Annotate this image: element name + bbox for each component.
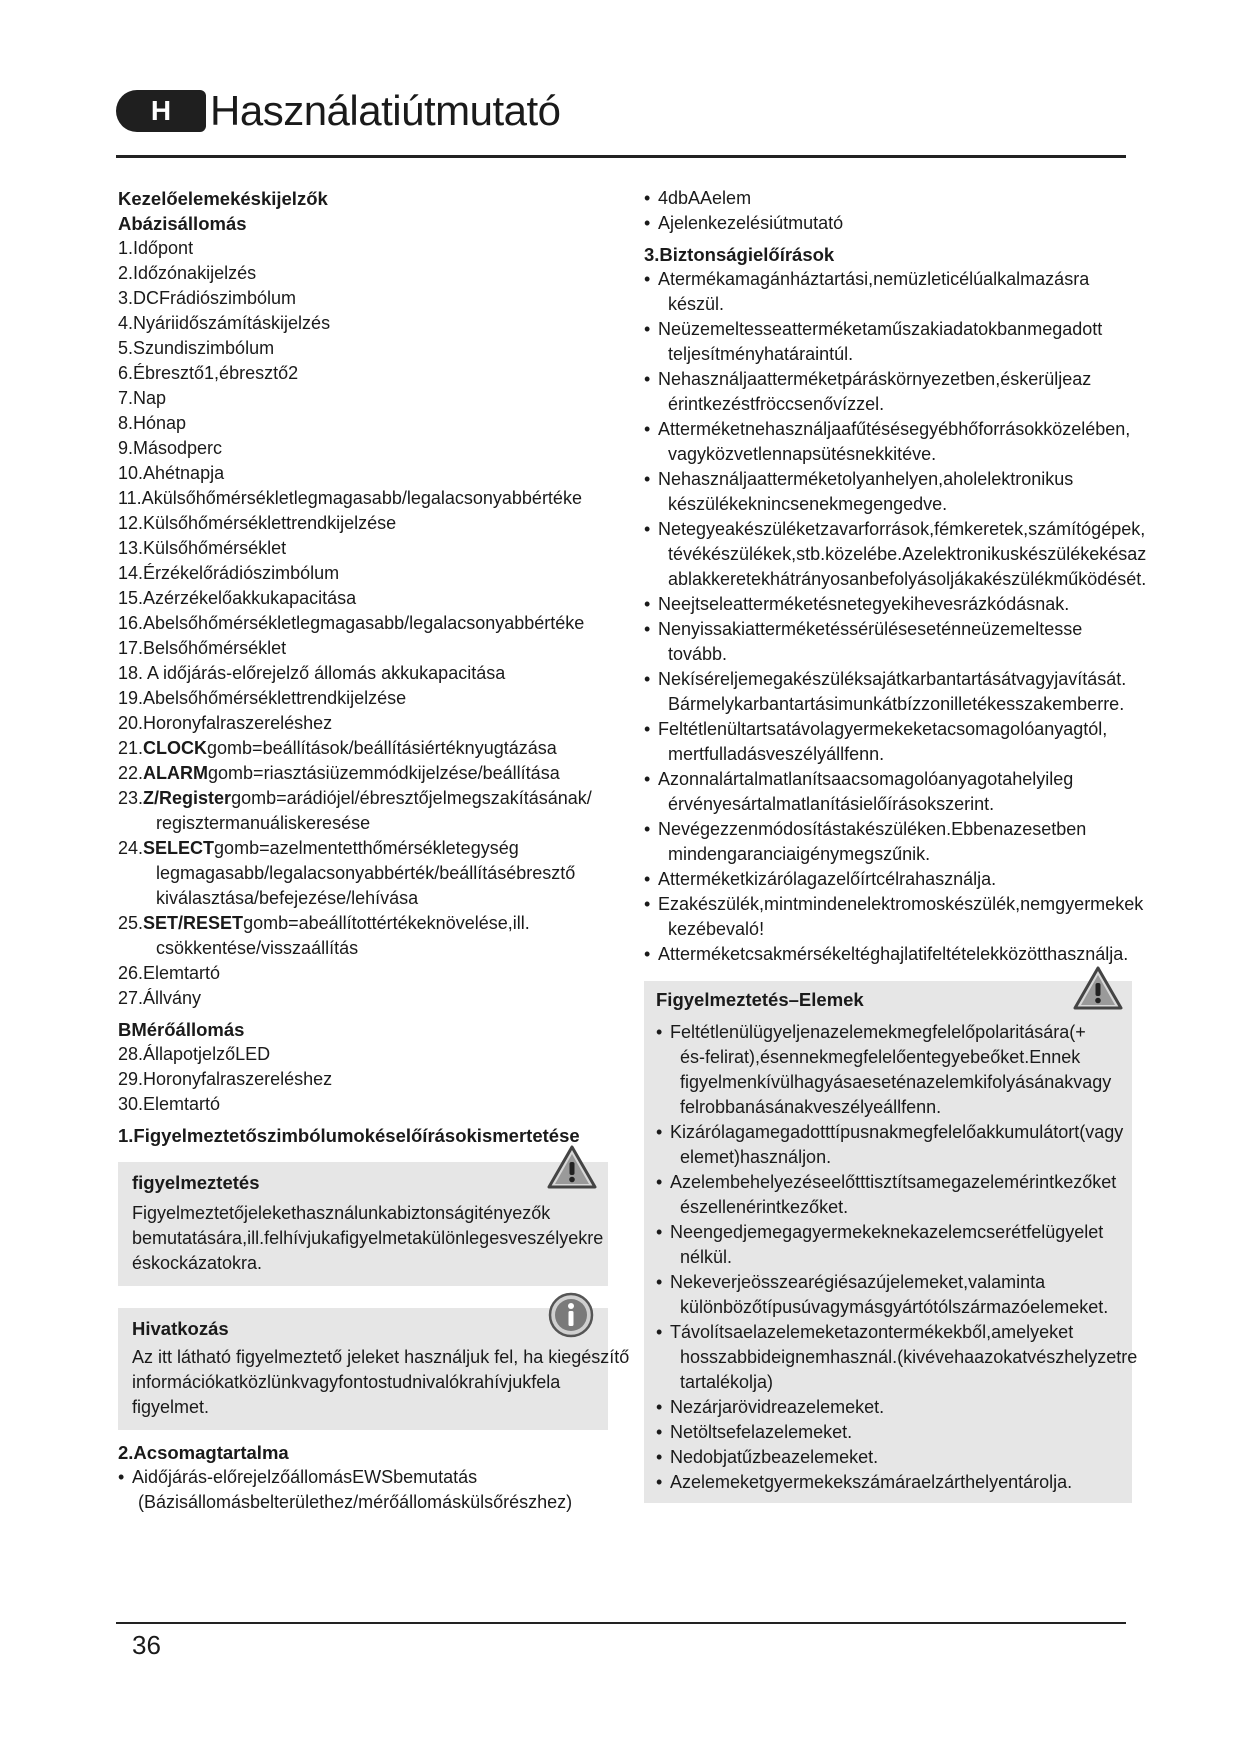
button-name: SET/RESET	[143, 913, 244, 933]
button-name: Z/Register	[143, 788, 232, 808]
list-item: 11.Akülsőhőmérsékletlegmagasabb/legalacsonyabbértéke	[118, 488, 582, 508]
package-item-text: 4dbAAelem	[658, 188, 752, 208]
left-column	[118, 186, 630, 1515]
footer-rule	[116, 1622, 1126, 1624]
bullet-continuation: ablakkeretekhátrányosanbefolyásoljákakészülékműködését.	[668, 569, 1147, 589]
bullet-text: • Nenyissakiatterméketéssérüléseseténneüzemeltesse	[658, 619, 1083, 639]
list-item: 18. A időjárás-előrejelző állomás akkukapacitása	[118, 663, 506, 683]
bullet-text: • Netegyeakészüléketzavarforrások,fémkeretek,számítógépek,	[658, 519, 1146, 539]
right-column	[644, 186, 1147, 1503]
bullet-continuation: vagyközvetlennapsütésnekkitéve.	[668, 444, 937, 464]
bullet-continuation: tartalékolja)	[680, 1372, 774, 1392]
button-name: CLOCK	[143, 738, 208, 758]
list-item: 2.Időzónakijelzés	[118, 263, 257, 283]
list-item: 12.Külsőhőmérséklettrendkijelzése	[118, 513, 397, 533]
bullet-text: • Neüzemeltesseatterméketaműszakiadatokbanmegadott	[658, 319, 1103, 339]
list-item-clock	[118, 736, 608, 761]
sensor-station-heading: BMérőállomás	[118, 1019, 245, 1040]
bullet-continuation: érintkezéstfröccsenővízzel.	[668, 394, 885, 414]
bullet-item	[656, 1470, 1122, 1495]
bullet-item	[656, 1020, 1122, 1120]
package-item-text: Ajelenkezelésiútmutató	[658, 213, 844, 233]
item-continuation: csökkentése/visszaállítás	[156, 938, 359, 958]
warning-box-line: bemutatására,ill.felhívjukafigyelmetakülönlegesveszélyekre	[132, 1228, 604, 1248]
item-text: gomb=arádiójel/ébresztőjelmegszakításának/	[231, 788, 592, 808]
section1-heading: 1.Figyelmeztetőszimbólumokéselőírásokismertetése	[118, 1125, 580, 1146]
bullet-text: • Azelemeketgyermekekszámáraelzárthelyentárolja.	[670, 1472, 1073, 1492]
note-box-line: információkatközlünkvagyfontostudnivalókrahívjukfela	[132, 1372, 561, 1392]
note-box-title: Hivatkozás	[132, 1318, 229, 1339]
bullet-text: • Atterméketnehasználjaafűtésésegyébhőforrásokközelében,	[658, 419, 1131, 439]
bullet-item	[644, 467, 1132, 517]
package-item	[644, 186, 1132, 211]
bullet-continuation: teljesítményhatáraintúl.	[668, 344, 854, 364]
bullet-item	[644, 767, 1132, 817]
safety-list	[644, 267, 1147, 967]
section3-heading: 3.Biztonságielőírások	[644, 244, 835, 265]
bullet-item	[644, 367, 1132, 417]
bullet-item	[644, 417, 1132, 467]
package-item-text: Aidőjárás-előrejelzőállomásEWSbemutatás	[132, 1467, 478, 1487]
note-box-line: Az itt látható figyelmeztető jeleket használjuk fel, ha kiegészítő	[132, 1347, 630, 1367]
list-item: 20.Horonyfalraszereléshez	[118, 713, 333, 733]
bullet-continuation: készülékeknincsenekmegengedve.	[668, 494, 948, 514]
bullet-text: • Távolítsaelazelemeketazontermékekből,amelyeket	[670, 1322, 1074, 1342]
bullet-continuation: érvényesártalmatlanításielőírásokszerint.	[668, 794, 995, 814]
list-item: 13.Külsőhőmérséklet	[118, 538, 287, 558]
button-name: ALARM	[143, 763, 209, 783]
list-item: 5.Szundiszimbólum	[118, 338, 275, 358]
item-continuation: regisztermanuáliskeresése	[156, 813, 371, 833]
bullet-item	[656, 1420, 1122, 1445]
bullet-text: • Azelembehelyezéseelőtttisztítsamegazelemérintkezőket	[670, 1172, 1117, 1192]
bullet-item	[644, 942, 1132, 967]
bullet-text: • Nekísérelјemegakészüléksajátkarbantartásátvagyjavítását.	[658, 669, 1127, 689]
list-item: 6.Ébresztő1,ébresztő2	[118, 363, 299, 383]
list-item: 7.Nap	[118, 388, 167, 408]
page-header	[116, 88, 561, 134]
header-rule	[116, 155, 1126, 158]
bullet-item	[644, 517, 1147, 592]
base-station-heading: Abázisállomás	[118, 213, 247, 234]
note-box-line: figyelmet.	[132, 1397, 210, 1417]
package-item	[644, 211, 1132, 236]
bullet-text: • Atterméketkizárólagazelőírtcélrahasználja.	[658, 869, 997, 889]
item-number: 22.	[118, 763, 144, 783]
bullet-text: • Feltétlenülügyeljenazelemekmegfelelőpolaritására(+	[670, 1022, 1086, 1042]
list-item: 16.Abelsőhőmérsékletlegmagasabb/legalacsonyabbértéke	[118, 613, 585, 633]
page-number: 36	[132, 1630, 161, 1660]
language-badge: H	[116, 90, 206, 132]
bullet-text: • Atterméketcsakmérsékeltéghajlatifeltételekközötthasználja.	[658, 944, 1129, 964]
info-icon	[548, 1292, 594, 1338]
bullet-text: • Azonnalártalmatlanítsaacsomagolóanyagotahelyileg	[658, 769, 1074, 789]
battery-warning-title: Figyelmeztetés–Elemek	[656, 989, 864, 1010]
bullet-item	[644, 892, 1144, 942]
warning-box-title: figyelmeztetés	[132, 1172, 260, 1193]
bullet-item	[644, 267, 1132, 317]
bullet-continuation: nélkül.	[680, 1247, 733, 1267]
bullet-text: • Nezárjarövidreazelemeket.	[670, 1397, 885, 1417]
bullet-continuation: hosszabbideignemhasznál.(kivéveha​azokatvészhelyzetre	[680, 1347, 1138, 1367]
bullet-text: • Nehasználjaatterméketpáráskörnyezetben,éskerüljeaz	[658, 369, 1092, 389]
controls-heading: Kezelőelemekéskijelzők	[118, 188, 328, 209]
bullet-continuation: kezébevaló!	[668, 919, 765, 939]
button-name: SELECT	[143, 838, 215, 858]
package-item	[118, 1465, 608, 1490]
bullet-item	[656, 1395, 1122, 1420]
bullet-text: • Kizárólagamegadotttípusnakmegfelelőakkumulátort(vagy	[670, 1122, 1124, 1142]
battery-warning-list	[656, 1020, 1138, 1495]
bullet-text: • Netöltsefelazelemeket.	[670, 1422, 853, 1442]
bullet-item	[644, 867, 1132, 892]
bullet-item	[644, 817, 1132, 867]
bullet-continuation: mertfulladásveszélyállfenn.	[668, 744, 885, 764]
item-number: 21.	[118, 738, 144, 758]
item-text: gomb=abeállítottértékeknövelése,ill.	[243, 913, 530, 933]
bullet-item	[656, 1220, 1122, 1270]
warning-triangle-icon	[546, 1144, 598, 1190]
bullet-text: • Neejtseleatterméketésnetegyekihevesrázkódásnak.	[658, 594, 1070, 614]
bullet-item	[656, 1170, 1122, 1220]
list-item: 9.Másodperc	[118, 438, 223, 458]
list-item: 17.Belsőhőmérséklet	[118, 638, 287, 658]
bullet-text: • Atermékamagánháztartási,nemüzleticélúalkalmazásra	[658, 269, 1090, 289]
warning-box	[118, 1162, 608, 1286]
list-item: 10.Ahétnapja	[118, 463, 225, 483]
bullet-item	[644, 667, 1132, 717]
battery-warning-box	[644, 981, 1138, 1503]
list-item: 14.Érzékelőrádiószimbólum	[118, 563, 340, 583]
warning-box-line: Figyelmeztetőjelekethasználunkabiztonságitényezők	[132, 1203, 551, 1223]
bullet-continuation: elemet)használjon.	[680, 1147, 832, 1167]
list-item-set-reset	[118, 911, 608, 936]
bullet-text: • Neengedjemegagyermekeknekazelemcserétfelügyelet	[670, 1222, 1104, 1242]
bullet-text: • Feltétlenültartsatávolagyermekeketacsomagolóanyagtól,	[658, 719, 1108, 739]
note-box	[118, 1308, 630, 1430]
list-item: 1.Időpont	[118, 238, 194, 258]
list-item: 27.Állvány	[118, 988, 202, 1008]
page-title: Használatiútmutató	[210, 87, 561, 134]
bullet-continuation: Bármelykarbantartásimunkátbízzonilletékesszakemberre.	[668, 694, 1125, 714]
item-continuation: legmagasabb/legalacsonyabbérték/beállításébresztő	[156, 863, 576, 883]
bullet-continuation: mindengaranciaigénymegszűnik.	[668, 844, 931, 864]
list-item: 29.Horonyfalraszereléshez	[118, 1069, 333, 1089]
list-item-register	[118, 786, 608, 811]
list-item-alarm	[118, 761, 608, 786]
bullet-item	[656, 1445, 1122, 1470]
warning-triangle-icon	[1072, 965, 1124, 1011]
section2-heading: 2.Acsomagtartalma	[118, 1442, 289, 1463]
package-item-continuation: (Bázisállomásbelterülethez/mérőállomáskülsőrészhez)	[138, 1492, 573, 1512]
bullet-continuation: tovább.	[668, 644, 728, 664]
item-number: 24.	[118, 838, 144, 858]
bullet-text: • Nekeverjeösszearégiésazújelemeket,valaminta	[670, 1272, 1046, 1292]
list-item: 26.Elemtartó	[118, 963, 221, 983]
list-item: 19.Abelsőhőmérséklettrendkijelzése	[118, 688, 407, 708]
bullet-continuation: különbözőtípusúvagymásgyártótólszármazóelemeket.	[680, 1297, 1109, 1317]
list-item: 3.DCFrádiószimbólum	[118, 288, 297, 308]
bullet-item	[644, 317, 1132, 367]
list-item: 30.Elemtartó	[118, 1094, 221, 1114]
bullet-item	[656, 1320, 1138, 1395]
bullet-continuation: és-felirat),ésennekmegfelelőentegyebeőket.Ennek	[680, 1047, 1081, 1067]
list-item-select	[118, 836, 608, 861]
bullet-continuation: figyelmenkívülhagyásaesetén​azelemkifolyásánakvagy	[680, 1072, 1112, 1092]
bullet-item	[656, 1270, 1122, 1320]
item-number: 23.	[118, 788, 144, 808]
bullet-text: • Nehasználjaatterméketolyanhelyen,aholelektronikus	[658, 469, 1074, 489]
bullet-text: • Ezakészülék,mintmindenelektromoskészülék,nemgyermekek	[658, 894, 1144, 914]
item-text: gomb=azelmentetthőmérsékletegység	[214, 838, 519, 858]
bullet-text: • Nevégezzenmódosítástakészüléken.Ebbenazesetben	[658, 819, 1087, 839]
item-continuation: kiválasztása/befejezése/lehívása	[156, 888, 419, 908]
list-item: 8.Hónap	[118, 413, 187, 433]
list-item: 15.Azérzékelőakkukapacitása	[118, 588, 357, 608]
list-item: 28.ÁllapotjelzőLED	[118, 1044, 271, 1064]
warning-box-line: éskockázatokra.	[132, 1253, 263, 1273]
item-text: gomb=riasztásiüzemmódkijelzése/beállítása	[208, 763, 560, 783]
bullet-item	[656, 1120, 1122, 1170]
list-item: 4.Nyáriidőszámításkijelzés	[118, 313, 331, 333]
bullet-continuation: felrobbanásánakveszélyeállfenn.	[680, 1097, 942, 1117]
bullet-item	[644, 617, 1132, 667]
bullet-continuation: tévékészülékek,stb.közelébe.Azelektronikuskészülékekésaz	[668, 544, 1147, 564]
bullet-continuation: készül.	[668, 294, 725, 314]
bullet-text: • Nedobjatűzbeazelemeket.	[670, 1447, 879, 1467]
bullet-item	[644, 717, 1132, 767]
item-number: 25.	[118, 913, 144, 933]
bullet-item	[644, 592, 1132, 617]
item-text: gomb=beállítások/beállításiértéknyugtázása	[207, 738, 557, 758]
bullet-continuation: észellenérintkezőket.	[680, 1197, 849, 1217]
